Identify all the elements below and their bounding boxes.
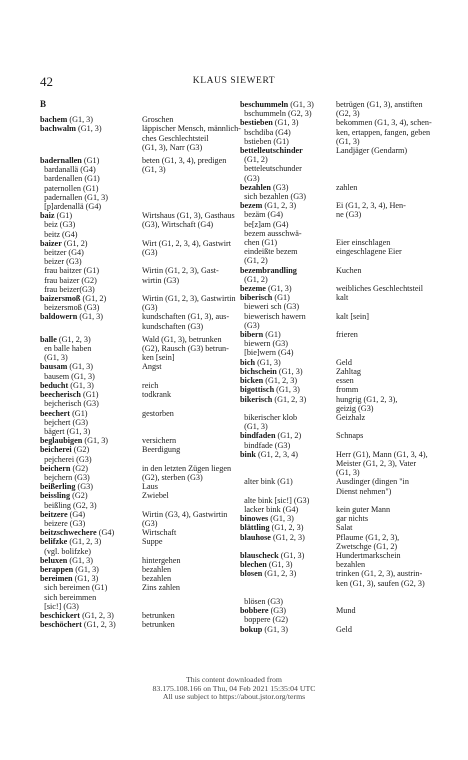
headword-text: bink [240, 449, 256, 459]
entry-headword [240, 201, 334, 247]
entry-headword [40, 381, 140, 390]
dictionary-entry [240, 450, 430, 505]
dictionary-entry [40, 445, 238, 463]
headword-variants: (G1, 2) beizersmoß (G3) [44, 294, 107, 313]
headword-variants: (G3) sich bezahlen (G3) [244, 182, 306, 202]
entry-definition: frieren [336, 330, 358, 340]
dictionary-entry [240, 118, 430, 146]
headword-text: blosen [240, 569, 263, 579]
entry-headword [240, 523, 334, 532]
entry-definition: weibliches Geschlechtsteil [336, 284, 424, 294]
entry-definition: gestorben [142, 408, 174, 418]
headword-text: beschöchert [40, 620, 82, 630]
headword-variants: (G3) boppere (G2) [244, 606, 288, 625]
headword-text: bokup [240, 624, 263, 634]
headword-text: baizer [40, 238, 62, 248]
entry-headword [240, 505, 334, 514]
dictionary-entry [40, 464, 238, 482]
entry-definition: Geld [336, 357, 352, 367]
entry-definition: betrunken [142, 620, 175, 630]
dictionary-entry [40, 528, 238, 537]
right-entry-list [240, 100, 430, 634]
section-letter: B [40, 99, 47, 109]
headword-variants: (G1, 3) bschummeln (G2, 3) [244, 100, 314, 119]
entry-headword [40, 239, 140, 267]
headword-variants: (G3) [75, 482, 93, 492]
headword-text: baizersmoß [40, 294, 81, 304]
headword-variants: (G1, 3) [77, 312, 104, 322]
entry-headword [40, 211, 140, 239]
headword-variants: (G1) bejchert (G3) bägert (G1, 3) [44, 408, 91, 436]
entry-headword [240, 569, 334, 606]
entry-headword [240, 606, 334, 624]
entry-definition: bezahlen [142, 564, 172, 574]
headword-variants: (G1, 3) [262, 624, 289, 634]
download-notice-line: 83.175.108.166 on Thu, 04 Feb 2021 15:35:04 UTC [152, 683, 316, 693]
headword-variants: (G1, 3) [67, 115, 93, 125]
headword-text: bachem [40, 115, 68, 125]
headword-variants: (G1, 2, 3) blösen (G3) [244, 569, 297, 606]
entry-headword [40, 482, 140, 491]
headword-variants: (G1, 2, 3) en balle haben (G1, 3) [44, 334, 92, 363]
entry-headword [240, 367, 334, 376]
entry-definition: Wald (G1, 3), betrunken (G2), Rausch (G3) betrun- ken [sein] [142, 334, 229, 363]
dictionary-entry [40, 620, 238, 629]
headword-text: bezem [240, 201, 263, 211]
entry-headword [40, 124, 140, 152]
headword-text: frau baitzer (G1) frau baizer (G2) frau beizer(G3) [44, 266, 100, 294]
headword-variants: (G1, 2, 3) [81, 620, 116, 630]
entry-definition: in den letzten Zügen liegen (G2), sterben (G3) [142, 463, 232, 482]
headword-variants: (G1, 3) [276, 366, 303, 376]
headword-text: balle [40, 334, 57, 344]
headword-text: bausam [40, 362, 68, 372]
headword-text: bichschein [240, 366, 277, 376]
entry-definition: Angst [142, 362, 162, 372]
dictionary-entry [240, 201, 430, 247]
dictionary-entry [240, 183, 430, 201]
headword-text: baiz [40, 211, 55, 221]
entry-headword [240, 118, 334, 146]
entry-definition: Beerdigung [142, 445, 181, 455]
headword-variants: (G1, 3) [268, 514, 294, 524]
entry-headword [40, 491, 140, 509]
entry-definition: Zwiebel [142, 491, 169, 501]
dictionary-entry [40, 239, 238, 267]
headword-variants: (G1) bieweri sch (G3) biewerisch hawern (G3) [244, 293, 306, 330]
entry-headword [40, 312, 140, 330]
headword-text: berappen [40, 564, 74, 574]
headword-text: eindeißte bezem (G1, 2) [244, 247, 298, 266]
dictionary-entry [40, 491, 238, 509]
headword-variants: (G1) bardanallä (G4) bardenallen (G1) paternollen (G1) padernallen (G1, 3) [p]ardenallä (G4) [44, 156, 108, 212]
headword-text: bereimen [40, 574, 73, 584]
dictionary-entry [40, 574, 238, 611]
dictionary-entry [240, 330, 430, 358]
headword-text: beschummeln [240, 100, 289, 109]
dictionary-entry [40, 390, 238, 408]
entry-definition: Landjäger (Gendarm) [336, 146, 408, 156]
entry-definition: essen [336, 376, 354, 386]
entry-definition: Wirtin (G1, 2, 3), Gast- wirtin (G3) [142, 266, 219, 285]
entry-definition: bezahlen [336, 560, 366, 570]
headword-variants: (G1, 2, 3, 4) alter bink (G1) alte bink [sic!] (G3) [244, 449, 310, 505]
headword-text: beißerling [40, 482, 76, 492]
dictionary-entry [40, 312, 238, 330]
page-header [40, 74, 428, 90]
entry-definition: Laus [142, 482, 158, 492]
headword-variants: (G1, 3) [266, 560, 293, 570]
entry-definition: gar nichts [336, 514, 369, 524]
entry-definition: Wirtin (G1, 2, 3), Gastwirtin (G3) [142, 294, 236, 313]
headword-variants: (G1, 2, 3) [270, 532, 305, 542]
dictionary-entry [40, 156, 238, 211]
headword-text: bezeme [240, 284, 266, 294]
headword-variants: (G1, 3) [67, 555, 94, 565]
headword-text: bindfaden [240, 431, 276, 441]
dictionary-entry [240, 560, 430, 569]
entry-headword [240, 284, 334, 293]
entry-definition: betrunken [142, 610, 175, 620]
headword-variants: (G1, 3) bschdiba (G4) bstieben (G1) [244, 118, 299, 146]
headword-text: blechen [240, 560, 267, 570]
headword-variants: (G2) bejchern (G3) [44, 463, 90, 482]
dictionary-entry [40, 409, 238, 437]
entry-definition: Suppe [142, 537, 163, 547]
entry-definition: kein guter Mann [336, 504, 391, 514]
dictionary-entry [40, 124, 241, 152]
dictionary-entry [40, 565, 238, 574]
headword-text: bicken [240, 376, 264, 386]
entry-definition: Hundertmarkschein [336, 550, 401, 560]
entry-headword [240, 376, 334, 385]
entry-definition: hungrig (G1, 2, 3), geizig (G3) Geizhalz [336, 394, 398, 422]
headword-text: bestieben [240, 118, 273, 128]
headword-text: blättling [240, 523, 270, 533]
entry-headword [40, 510, 140, 528]
entry-headword [40, 115, 140, 124]
entry-definition: Schnaps [336, 431, 364, 441]
entry-definition: kalt kalt [sein] [336, 293, 369, 321]
headword-variants: (G1, 3) [68, 380, 94, 390]
headword-text: beducht [40, 380, 69, 390]
headword-variants: (G1, 2, 3) [263, 376, 298, 386]
dictionary-entry [40, 556, 238, 565]
entry-headword [240, 385, 334, 394]
dictionary-entry [240, 431, 430, 449]
entry-headword [40, 611, 140, 620]
entry-definition: Herr (G1), Mann (G1, 3, 4), Meister (G1, 2, 3), Vater (G1, 3) Ausdinger (dingen "in Dienst nehmen") [336, 449, 428, 496]
entry-headword [40, 266, 140, 294]
entry-headword [240, 625, 334, 634]
headword-text: bezembrandling [240, 265, 297, 275]
headword-text: beluxen [40, 555, 68, 565]
headword-text: beechert [40, 408, 71, 418]
entry-headword [240, 514, 334, 523]
headword-text: beschickert [40, 610, 81, 620]
dictionary-entry [240, 358, 430, 367]
headword-text: bettelleutschinder [240, 146, 303, 156]
headword-text: badernallen [40, 156, 82, 166]
entry-headword [40, 537, 140, 555]
entry-headword [40, 362, 140, 380]
entry-definition: Kuchen [336, 265, 362, 275]
headword-variants: (G1, 2, 3) bezäm (G4) be[z]am (G4) bezem ausschwä- chen (G1) [244, 201, 302, 248]
entry-definition: Wirt (G1, 2, 3, 4), Gastwirt (G3) [142, 238, 232, 258]
left-column [40, 99, 241, 630]
dictionary-entry [240, 266, 430, 284]
entry-headword [240, 100, 334, 118]
headword-variants: (G1, 2) [244, 274, 268, 284]
entry-definition: bezahlen Zins zahlen [142, 574, 180, 593]
entry-definition: kundschaften (G1, 3), aus- kundschaften (G3) [142, 312, 230, 331]
headword-variants: (G1) biewern (G3) [bie]wern (G4) [244, 330, 294, 358]
download-notice [0, 676, 468, 702]
dictionary-entry [240, 625, 430, 634]
dictionary-entry [240, 367, 430, 376]
entry-headword [40, 335, 140, 363]
entry-definition: Groschen [142, 115, 174, 125]
entry-headword [240, 533, 334, 551]
running-head: KLAUS SIEWERT [192, 76, 276, 86]
dictionary-entry [40, 611, 238, 620]
headword-variants: (G1, 2) bindfade (G3) [244, 431, 302, 450]
headword-text: bobbere [240, 606, 269, 616]
download-notice-line: All use subject to https://about.jstor.org/terms [162, 692, 306, 702]
entry-headword [240, 247, 334, 265]
entry-headword [40, 528, 140, 537]
headword-variants: (G1) bejcherisch (G3) [44, 390, 99, 409]
dictionary-entry [240, 395, 430, 432]
dictionary-entry [240, 146, 430, 183]
headword-text: biberisch [240, 293, 273, 303]
headword-text: belifzke [40, 537, 68, 547]
dictionary-entry [40, 335, 238, 363]
dictionary-entry [240, 551, 430, 560]
entry-definition: eingeschlagene Eier [336, 247, 402, 257]
headword-text: bibern [240, 330, 264, 340]
headword-text: beissling [40, 491, 71, 501]
headword-text: bich [240, 357, 256, 367]
headword-text: baldowern [40, 312, 78, 322]
headword-variants: (G1, 3) [255, 357, 281, 367]
entry-definition: betrügen (G1, 3), anstiften (G2, 3) [336, 100, 423, 119]
dictionary-entry [40, 115, 238, 124]
entry-headword [40, 445, 140, 463]
dictionary-entry [240, 523, 430, 532]
entry-headword [240, 330, 334, 358]
headword-variants: (G1, 3) sich bereimen (G1) sich bereimmen [sic!] (G3) [44, 574, 108, 611]
dictionary-entry [40, 362, 238, 380]
headword-variants: (G1, 2) betteleutschunder (G3) [244, 155, 302, 183]
headword-variants: (G1, 3) [274, 385, 300, 395]
headword-text: bachwalm [40, 124, 76, 134]
entry-headword [40, 556, 140, 565]
headword-text: beitzschwechere [40, 528, 97, 538]
headword-variants: (G1, 2, 3) bikerischer klob (G1, 3) [244, 394, 307, 432]
dictionary-entry [240, 293, 430, 330]
headword-text: bigottisch [240, 385, 275, 395]
headword-variants: (G1) beiz (G3) beitz (G4) [44, 211, 78, 239]
dictionary-entry [40, 266, 238, 294]
entry-definition: Wirtschaft [142, 528, 177, 538]
left-entry-list [40, 115, 241, 630]
headword-variants: (G1, 3) [278, 550, 305, 560]
entry-definition: beten (G1, 3, 4), predigen (G1, 3) [142, 156, 227, 175]
headword-variants: (G2) pejcherei (G3) [44, 445, 92, 464]
dictionary-entry [240, 385, 430, 394]
dictionary-entry [40, 436, 238, 445]
entry-headword [240, 293, 334, 330]
entry-headword [40, 294, 140, 312]
page-number: 42 [40, 74, 53, 89]
entry-definition: Geld [336, 624, 352, 634]
entry-definition: versichern [142, 436, 177, 446]
entry-definition: todkrank [142, 390, 172, 400]
entry-headword [40, 574, 140, 611]
headword-text: beitzere [40, 509, 68, 519]
dictionary-entry [240, 533, 430, 551]
headword-variants: (G1, 3) bausem (G1, 3) [44, 362, 95, 381]
entry-headword [40, 390, 140, 408]
dictionary-entry [40, 294, 238, 312]
dictionary-entry [240, 569, 430, 606]
headword-variants: (G1, 2, 3) [80, 610, 114, 620]
entry-definition: hintergehen [142, 555, 181, 565]
entry-headword [240, 266, 334, 284]
entry-headword [40, 464, 140, 482]
entry-headword [240, 395, 334, 432]
headword-text: bezahlen [240, 182, 271, 192]
headword-text: beecherisch [40, 390, 81, 400]
entry-definition: Zahltag [336, 366, 362, 376]
entry-definition: Pflaume (G1, 2, 3), Zwetschge (G1, 2) [336, 532, 400, 551]
dictionary-entry [40, 381, 238, 390]
headword-text: lacker bink (G4) [240, 504, 299, 514]
dictionary-entry [240, 514, 430, 523]
entry-headword [40, 409, 140, 437]
entry-headword [240, 146, 334, 183]
entry-headword [40, 565, 140, 574]
dictionary-entry [40, 482, 238, 491]
entry-headword [40, 156, 140, 211]
entry-definition: fromm [336, 385, 359, 395]
dictionary-entry [240, 376, 430, 385]
headword-variants: (G4) [96, 528, 115, 538]
headword-variants: (G1, 3) [82, 436, 109, 446]
dictionary-entry [240, 284, 430, 293]
headword-variants: (G1, 2) beitzer (G4) beizer (G3) [44, 238, 88, 267]
dictionary-entry [240, 100, 430, 118]
entry-headword [40, 436, 140, 445]
headword-variants: (G4) beizere (G3) [44, 509, 86, 528]
entry-definition: zahlen [336, 182, 358, 192]
entry-definition: reich [142, 380, 159, 390]
headword-variants: (G1, 3) [73, 564, 99, 574]
headword-variants: (G1, 3) [265, 284, 292, 294]
entry-definition: Salat [336, 523, 353, 533]
entry-definition: Ei (G1, 2, 3, 4), Hen- ne (G3) Eier einschlagen [336, 201, 406, 248]
entry-definition: Wirtin (G3, 4), Gastwirtin (G3) [142, 509, 228, 528]
dictionary-entry [40, 510, 238, 528]
dictionary-entry [240, 606, 430, 624]
headword-text: binowes [240, 514, 269, 524]
dictionary-entry [40, 211, 238, 239]
headword-variants: (G1, 2, 3) (vgl. bolifzke) [44, 537, 102, 556]
headword-text: bikerisch [240, 394, 273, 404]
headword-variants: (G1, 3) [75, 124, 102, 134]
entry-definition: Mund [336, 606, 356, 616]
download-notice-line: This content downloaded from [186, 675, 282, 684]
headword-text: beicherei [40, 445, 72, 455]
entry-headword [240, 560, 334, 569]
dictionary-entry [40, 537, 238, 555]
right-column [240, 100, 430, 634]
headword-text: blauhose [240, 532, 271, 542]
headword-variants: (G2) beißling (G2, 3) [44, 491, 97, 510]
entry-definition: läppischer Mensch, männlich- ches Geschlechtsteil (G1, 3), Narr (G3) [142, 124, 241, 152]
entry-headword [240, 450, 334, 505]
entry-definition: Wirtshaus (G1, 3), Gasthaus (G3), Wirtschaft (G4) [142, 211, 235, 230]
entry-definition: trinken (G1, 2, 3), austrin- ken (G1, 3), saufen (G2, 3) [336, 569, 425, 588]
entry-headword [240, 358, 334, 367]
headword-variants: (G1, 2, 3) [269, 523, 304, 533]
headword-text: beichern [40, 463, 71, 473]
dictionary-entry [240, 247, 430, 265]
entry-headword [240, 183, 334, 201]
entry-headword [240, 431, 334, 449]
dictionary-entry [240, 505, 430, 514]
entry-headword [240, 551, 334, 560]
headword-text: blauscheck [240, 550, 279, 560]
headword-text: beglaubigen [40, 436, 83, 446]
entry-headword [40, 620, 140, 629]
entry-definition: bekommen (G1, 3, 4), schen- ken, ertappen, fangen, geben (G1, 3) [336, 118, 432, 146]
